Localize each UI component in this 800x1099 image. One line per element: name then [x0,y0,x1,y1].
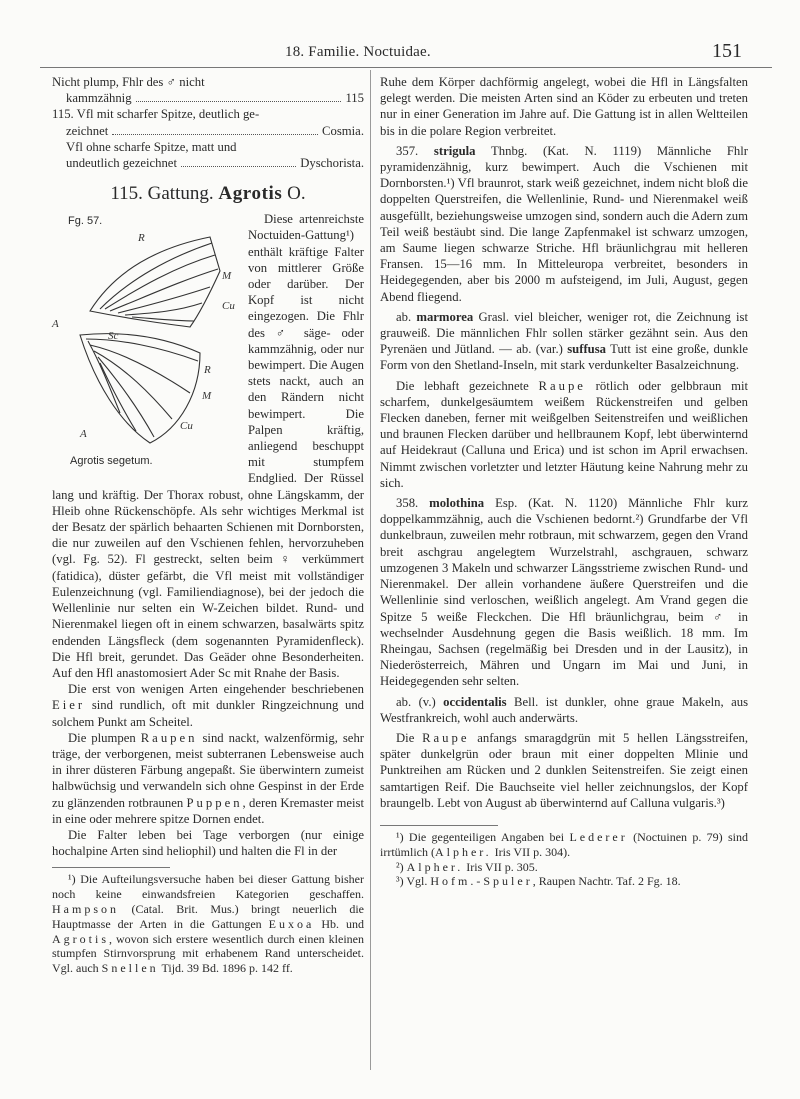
larva-description: Die lebhaft gezeichnete Raupe rötlich oder gelbbraun mit scharfem, dunkelgesäumtem weißem Rückenstreifen und gelben Flecken daneben, ferner mit weißgelben Seitenstreifen und weißlichen und braunen Flecken darüber und hellbraunem Kopf, lebt überwinternd auf Heidekraut (Calluna und Erica) und ist schon im April erwachsen. Nimmt zwischen vorletzter und letzter Häutung keine Nahrung mehr zu sich. [380,378,749,490]
left-column [52,74,364,976]
key-line: Nicht plump, Fhlr des ♂ nicht [52,75,205,89]
aberration-entry: ab. marmorea Grasl. viel bleicher, weniger rot, die Zeichnung ist grauweiß. Die männlichen Fhlr sollen stärker gezähnt sein. Aus den Pyrenäen und Jütland. — ab. (var.) suffusa Tutt ist eine große, dunkle Form von den Shetland-Inseln, mit stark verdunkelter Basalzeichnung. [380,309,749,373]
key-reference: 115 [345,91,364,106]
vein-label: M [222,270,232,283]
vein-label: Sc [108,330,119,343]
vein-label: A [52,318,59,331]
genus-name: Agrotis [218,183,283,205]
running-title: 18. Familie. Noctuidae. [285,44,431,60]
right-column [380,74,748,889]
key-line: undeutlich gezeichnet Dyschorista. [66,156,364,171]
figure-label: Fg. 57. [68,215,103,228]
species-entry-strigula: 357. strigula Thnbg. (Kat. N. 1119) Männliche Fhlr pyramidenzähnig, kurz bewimpert. Auch die Vschienen mit Dornborsten.¹) Vfl braunrot, stark weiß gezeichnet, indem nicht bloß die doppelten Querstreifen, die Wellenlinie, Rund- und Nierenmakel weiß ausgefüllt, beziehungsweise umzogen sind, sondern auch die Adern zum Teil weiß bestäubt sind. Die lange Zapfenmakel ist schwarz umzogen, am Saume liegen schwarze Striche. Hfl bräunlichgrau mit helleren Fransen. 15—16 mm. In Mitteleuropa verbreitet, besonders in Heidegegenden, aber bis 2000 m aufsteigend, im Juli, August, gegen Abend fliegend. [380,143,748,304]
species-name: molothina [429,496,485,511]
vein-label: R [204,364,211,377]
wing-venation-figure [50,213,240,471]
footnote-rule [380,825,498,826]
eggs-paragraph: Die erst von wenigen Arten eingehender beschriebenen Eier sind rundlich, oft mit dunkler Ringzeichnung und solchem Punkt am Scheitel. [52,682,365,729]
adults-paragraph: Die Falter leben bei Tage verborgen (nur einige hochalpine Arten sind heliophil) und halten die Fl in der [52,827,364,859]
footnote: ¹) Die gegenteiligen Angaben bei Lederer (Noctuinen p. 79) sind irrtümlich (Alpher. Iris VII p. 304). [380,829,748,859]
key-line: Vfl ohne scharfe Spitze, matt und [66,139,237,154]
header-rule [40,67,772,68]
key-line: kammzähnig 115 [66,91,364,106]
genus-description: Fg. 57. R M Cu A Sc R M Cu A Agrotis segetum. Diese artenreichste Noctuiden-Gattung¹) enthält kräftige Falter von mittlerer Größe oder darüber. Der Kopf ist nicht eingezogen. Die Fhlr des ♂ säge- oder kammzähnig, oder nur bewimpert. Die Augen stets nackt, auch an den Rändern nicht bewimpert. Die Palpen kräftig, anliegend beschuppt mit stumpfem Endglied. Der Rüssel lang und kräftig. Der Thorax robust, ohne Längskamm, der Hleib ohne Rückenschöpfe. Als sehr wichtiges Merkmal ist der Besatz der spärlich behaarten Schienen mit Dornborsten, die nur zuweilen auf den Vschienen fehlen, hervorzuheben (vgl. Fg. 52). Fl gestreckt, selten beim ♀ verkümmert (fatidica), düster gefärbt, die Vfl meist mit vollständiger Eulenzeichnung (vgl. Familiendiagnose), bei der jedoch die Wellenlinie nur selten ein W-Zeichen bildet. Rund- und Nierenmakel liegen oft in einem schwarzen, basalwärts spitz endenden Längsfleck (dem sogenannten Pyramidenfleck). Die Hfl breit, gerundet. Das Geäder ohne Besonderheiten. Auf den Hfl anastomosiert Ader Sc mit Rnahe der Basis. [52,212,364,680]
aberration-name: occidentalis [443,694,507,709]
key-reference: Dyschorista. [300,156,364,171]
vein-label: Cu [222,300,235,313]
section-heading: 115. Gattung. Agrotis O. [110,183,306,205]
footnote-rule [52,867,170,868]
footnote: ³) Vgl. Hofm.-Spuler, Raupen Nachtr. Taf. 2 Fg. 18. [396,874,681,889]
vein-label: R [138,232,145,245]
footnote: ¹) Die Aufteilungsversuche haben bei dieser Gattung bisher noch keine einwandsfreien Kategorien geschaffen. Hampson (Catal. Brit. Mus.) bringt neuerlich die Hauptmasse der Arten in die Gattungen Euxoa Hb. und Agrotis, wovon sich erstere wesentlich durch einen kleinen stumpfen Stirnvorsprung mit erhabenem Rand unterscheidet. Vgl. auch Snellen Tijd. 39 Bd. 1896 p. 142 ff. [52,872,365,976]
aberration-name: suffusa [567,342,607,357]
key-line: 115. Vfl mit scharfer Spitze, deutlich ge- [52,107,260,122]
larva-description: Die Raupe anfangs smaragdgrün mit 5 hellen Längsstreifen, später dunkelgrün oder braun mit einer doppelten Mlinie und Punktreihen am Rücken und 2 dunklen Seitenstreifen. Sie zeigt einen samtartigen Reif. Die Bauchseite viel heller zeichnungslos, der Kopf braungelb. Lebt von August ab überwinternd auf Calluna vulgaris.³) [380,730,749,810]
wing-diagram [50,223,240,453]
larvae-paragraph: Die plumpen Raupen sind nackt, walzenförmig, sehr träge, der verborgenen, meist subterranen Lebensweise auch in ihrer düsteren Färbung angepaßt. Sie überwintern zumeist halbwüchsig und verwandeln sich ohne Gespinst in der Erde zu glänzenden rotbraunen Puppen, deren Kremaster meist in eine oder mehrere spitze Dornen endet. [52,730,365,826]
key-reference: Cosmia. [322,123,364,138]
vein-label: Cu [180,420,193,433]
species-entry-molothina: 358. molothina Esp. (Kat. N. 1120) Männliche Fhlr kurz doppelkammzähnig, auch die Vschienen bedornt.²) Grundfarbe der Vfl dunkelbraun, zuweilen mehr rotbraun, mit schwarzem, gegen den Vrand breit aschgrau angelegtem Wurzelstrahl, aschgrauen, schwarz umzogenen 3 Makeln und schwarzer Längsstrieme zwischen Rund- und Nierenmakel. Der allein vorhandene äußere Querstreifen und die Wellenlinie sind verloschen, weißlich angelegt. Am Vrand gegen die Spitze 5 weiße Fleckchen. Die Hfl bräunlichgrau, beim ♂ in wechselnder Ausdehnung gegen die Basis weißlich. 18 mm. Im Rheingau, Sachsen (regelmäßig bei Dresden und in der Lausitz), in Niederösterreich, Mähren und Ungarn im Mai und Juni, in Heidegegenden sehr selten. [380,496,749,689]
column-divider [370,70,371,1070]
leader-dots [181,158,296,167]
vein-label: M [202,390,212,403]
vein-label: A [80,428,87,441]
species-name: strigula [433,143,476,158]
figure-caption: Agrotis segetum. [70,455,153,468]
aberration-name: marmorea [416,309,474,324]
leader-dots [136,94,342,103]
leader-dots [112,126,318,135]
footnote: ²) Alpher. Iris VII p. 305. [396,859,538,874]
page-number: 151 [712,40,742,62]
aberration-entry: ab. (v.) occidentalis Bell. ist dunkler, ohne graue Makeln, aus Westfrankreich, wohl auch anderwärts. [380,694,749,725]
genus-description-continued: Ruhe dem Körper dachförmig angelegt, wobei die Hfl in Längsfalten gelegt werden. Die meisten Arten sind an Köder zu erbeuten und treten nur in einer Generation im Jahre auf. Die Gattung ist in allen Weltteilen bis in die polare Region verbreitet. [380,75,748,138]
key-line: zeichnet Cosmia. [66,123,364,138]
